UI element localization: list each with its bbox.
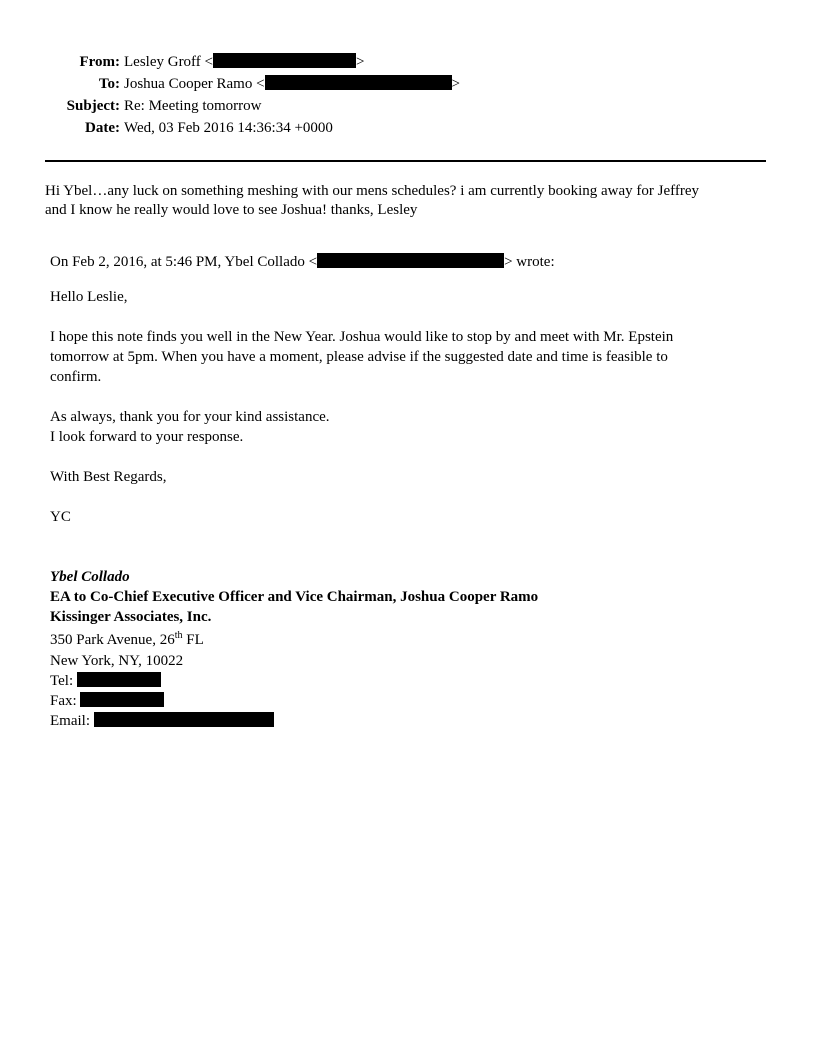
signature-email <box>50 711 274 731</box>
redaction-bar <box>265 75 452 90</box>
redaction-bar <box>213 53 356 68</box>
signature-tel <box>50 671 161 691</box>
to-close: > <box>451 76 460 92</box>
date-label: Date: <box>85 120 120 136</box>
to-name: Joshua Cooper Ramo < <box>124 76 265 92</box>
from-value <box>124 51 364 73</box>
quoted-body-line: I hope this note finds you well in the New Year. Joshua would like to stop by and meet with Mr. Epstein <box>50 329 674 345</box>
redaction-bar <box>77 672 161 687</box>
from-name: Lesley Groff < <box>124 54 213 70</box>
address-text: 350 Park Avenue, 26 <box>50 632 175 648</box>
signature-name: Ybel Collado <box>50 569 130 585</box>
subject-label: Subject: <box>66 98 120 114</box>
quoted-closing: With Best Regards, <box>50 469 167 485</box>
quoted-intro-text: On Feb 2, 2016, at 5:46 PM, Ybel Collado < <box>50 254 318 270</box>
signature-fax <box>50 691 164 711</box>
address-superscript: th <box>174 630 183 641</box>
reply-line: and I know he really would love to see Joshua! thanks, Lesley <box>45 202 418 218</box>
reply-body <box>45 182 765 220</box>
tel-label: Tel: <box>50 673 74 689</box>
signature-title: EA to Co-Chief Executive Officer and Vice Chairman, Joshua Cooper Ramo <box>50 589 539 605</box>
signature-company: Kissinger Associates, Inc. <box>50 609 212 625</box>
redaction-bar <box>80 692 164 707</box>
quoted-initials: YC <box>50 509 71 525</box>
header-subject-row <box>0 95 816 117</box>
email-label: Email: <box>50 713 90 729</box>
address-floor: FL <box>182 632 204 648</box>
quoted-intro-wrote: > wrote: <box>504 254 555 270</box>
quoted-greeting: Hello Leslie, <box>50 289 128 305</box>
header-divider <box>45 160 766 162</box>
subject-value: Re: Meeting tomorrow <box>124 98 262 114</box>
fax-label: Fax: <box>50 693 77 709</box>
from-label: From: <box>79 54 120 70</box>
date-value: Wed, 03 Feb 2016 14:36:34 +0000 <box>124 120 333 136</box>
quoted-intro <box>50 252 750 273</box>
redaction-bar <box>317 253 504 268</box>
from-close: > <box>356 54 365 70</box>
header-from-row <box>0 51 816 73</box>
redaction-bar <box>94 712 274 727</box>
signature-address <box>50 630 204 650</box>
to-label: To: <box>98 76 120 92</box>
header-to-row <box>0 73 816 95</box>
quoted-body-line: I look forward to your response. <box>50 429 244 445</box>
reply-line: Hi Ybel…any luck on something meshing with our mens schedules? i am currently booking away for Jeffrey <box>45 183 700 199</box>
quoted-body-line: tomorrow at 5pm. When you have a moment, please advise if the suggested date and time is feasible to <box>50 349 668 365</box>
quoted-body-line: As always, thank you for your kind assistance. <box>50 409 330 425</box>
to-value <box>124 73 460 95</box>
quoted-body-line: confirm. <box>50 369 102 385</box>
header-date-row <box>0 117 816 139</box>
signature-city: New York, NY, 10022 <box>50 653 184 669</box>
